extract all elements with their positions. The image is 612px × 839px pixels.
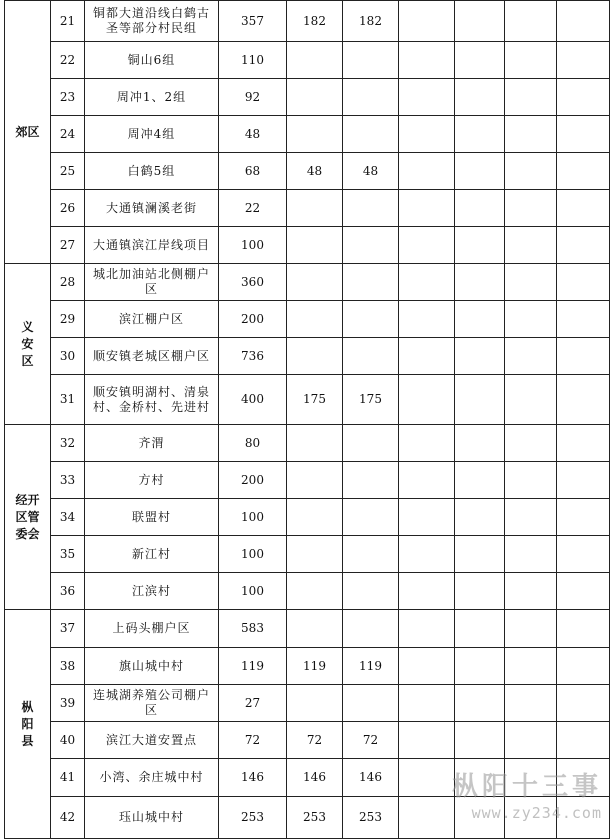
watermark-title: 枞阳十三事	[451, 772, 602, 802]
value-a: 182	[287, 1, 343, 42]
empty-cell	[399, 42, 455, 79]
value-a	[287, 685, 343, 722]
row-number: 31	[51, 375, 85, 425]
district-label-part: 枞	[21, 699, 34, 714]
row-number: 33	[51, 462, 85, 499]
value-a	[287, 116, 343, 153]
value-b	[343, 425, 399, 462]
empty-cell	[557, 375, 610, 425]
project-name: 城北加油站北侧棚户区	[85, 264, 219, 301]
empty-cell	[399, 536, 455, 573]
empty-cell	[455, 375, 505, 425]
table-row	[5, 301, 610, 338]
value-b	[343, 190, 399, 227]
value-a: 119	[287, 648, 343, 685]
empty-cell	[557, 301, 610, 338]
empty-cell	[505, 375, 557, 425]
empty-cell	[399, 797, 455, 839]
value-b: 182	[343, 1, 399, 42]
district-label-part: 经开	[15, 492, 40, 507]
empty-cell	[505, 42, 557, 79]
empty-cell	[557, 190, 610, 227]
household-count: 200	[219, 301, 287, 338]
empty-cell	[505, 462, 557, 499]
value-a	[287, 42, 343, 79]
empty-cell	[557, 536, 610, 573]
value-b	[343, 301, 399, 338]
empty-cell	[455, 79, 505, 116]
table-row	[5, 190, 610, 227]
empty-cell	[557, 264, 610, 301]
district-label-part: 安	[21, 336, 34, 351]
row-number: 25	[51, 153, 85, 190]
table-row	[5, 153, 610, 190]
household-count: 22	[219, 190, 287, 227]
table-row	[5, 264, 610, 301]
value-b	[343, 610, 399, 648]
table-row	[5, 648, 610, 685]
household-count: 92	[219, 79, 287, 116]
empty-cell	[455, 190, 505, 227]
empty-cell	[557, 462, 610, 499]
empty-cell	[399, 462, 455, 499]
district-label-part: 郊区	[15, 124, 40, 139]
row-number: 24	[51, 116, 85, 153]
value-b	[343, 685, 399, 722]
empty-cell	[505, 573, 557, 610]
household-count: 736	[219, 338, 287, 375]
value-b	[343, 264, 399, 301]
value-a	[287, 79, 343, 116]
empty-cell	[399, 610, 455, 648]
district-label-part: 阳	[21, 716, 34, 731]
household-count: 80	[219, 425, 287, 462]
household-count: 100	[219, 499, 287, 536]
project-name: 方村	[85, 462, 219, 499]
district-cell	[5, 264, 51, 425]
household-count: 200	[219, 462, 287, 499]
project-name: 铜山6组	[85, 42, 219, 79]
household-count: 48	[219, 116, 287, 153]
empty-cell	[505, 227, 557, 264]
empty-cell	[557, 722, 610, 759]
row-number: 41	[51, 759, 85, 797]
value-b	[343, 79, 399, 116]
value-b	[343, 338, 399, 375]
project-name: 齐渭	[85, 425, 219, 462]
table-row	[5, 499, 610, 536]
row-number: 30	[51, 338, 85, 375]
empty-cell	[505, 153, 557, 190]
value-a	[287, 462, 343, 499]
table-body	[5, 1, 610, 839]
empty-cell	[455, 610, 505, 648]
project-name: 旗山城中村	[85, 648, 219, 685]
empty-cell	[455, 797, 505, 839]
empty-cell	[557, 153, 610, 190]
row-number: 40	[51, 722, 85, 759]
empty-cell	[557, 425, 610, 462]
table-row	[5, 425, 610, 462]
empty-cell	[505, 79, 557, 116]
project-name: 珏山城中村	[85, 797, 219, 839]
value-a: 146	[287, 759, 343, 797]
empty-cell	[399, 685, 455, 722]
project-name: 新江村	[85, 536, 219, 573]
value-b	[343, 536, 399, 573]
empty-cell	[557, 499, 610, 536]
empty-cell	[505, 610, 557, 648]
empty-cell	[557, 338, 610, 375]
table-row	[5, 722, 610, 759]
household-count: 100	[219, 227, 287, 264]
row-number: 34	[51, 499, 85, 536]
row-number: 23	[51, 79, 85, 116]
value-a	[287, 227, 343, 264]
row-number: 29	[51, 301, 85, 338]
value-b	[343, 42, 399, 79]
empty-cell	[455, 462, 505, 499]
value-a: 72	[287, 722, 343, 759]
empty-cell	[455, 116, 505, 153]
table-row	[5, 116, 610, 153]
empty-cell	[399, 264, 455, 301]
empty-cell	[557, 797, 610, 839]
value-a	[287, 536, 343, 573]
value-a: 48	[287, 153, 343, 190]
empty-cell	[399, 759, 455, 797]
project-name: 连城湖养殖公司棚户区	[85, 685, 219, 722]
value-a	[287, 338, 343, 375]
value-b	[343, 462, 399, 499]
row-number: 38	[51, 648, 85, 685]
household-count: 110	[219, 42, 287, 79]
empty-cell	[399, 722, 455, 759]
table-row	[5, 759, 610, 797]
table-row	[5, 610, 610, 648]
project-name: 周冲1、2组	[85, 79, 219, 116]
project-name: 白鹤5组	[85, 153, 219, 190]
empty-cell	[505, 797, 557, 839]
district-cell	[5, 425, 51, 610]
table-row	[5, 797, 610, 839]
row-number: 21	[51, 1, 85, 42]
row-number: 26	[51, 190, 85, 227]
value-a	[287, 190, 343, 227]
empty-cell	[505, 685, 557, 722]
value-b	[343, 116, 399, 153]
empty-cell	[557, 648, 610, 685]
table-row	[5, 375, 610, 425]
project-name: 大通镇滨江岸线项目	[85, 227, 219, 264]
empty-cell	[505, 190, 557, 227]
empty-cell	[455, 759, 505, 797]
empty-cell	[399, 648, 455, 685]
household-count: 400	[219, 375, 287, 425]
empty-cell	[399, 573, 455, 610]
table-row	[5, 42, 610, 79]
row-number: 27	[51, 227, 85, 264]
empty-cell	[455, 42, 505, 79]
project-name: 江滨村	[85, 573, 219, 610]
value-a	[287, 573, 343, 610]
empty-cell	[455, 648, 505, 685]
value-a	[287, 425, 343, 462]
value-b	[343, 499, 399, 536]
project-name: 上码头棚户区	[85, 610, 219, 648]
empty-cell	[505, 301, 557, 338]
empty-cell	[399, 227, 455, 264]
empty-cell	[399, 116, 455, 153]
empty-cell	[455, 1, 505, 42]
household-count: 583	[219, 610, 287, 648]
empty-cell	[505, 648, 557, 685]
empty-cell	[557, 1, 610, 42]
empty-cell	[557, 759, 610, 797]
project-name: 滨江棚户区	[85, 301, 219, 338]
value-a	[287, 610, 343, 648]
district-cell	[5, 1, 51, 264]
table-row	[5, 338, 610, 375]
project-name: 顺安镇老城区棚户区	[85, 338, 219, 375]
empty-cell	[557, 42, 610, 79]
empty-cell	[455, 722, 505, 759]
empty-cell	[455, 499, 505, 536]
empty-cell	[557, 685, 610, 722]
table-row	[5, 1, 610, 42]
empty-cell	[455, 573, 505, 610]
district-label-part: 义	[21, 319, 34, 334]
district-label-part: 区管	[15, 509, 40, 524]
household-count: 100	[219, 573, 287, 610]
empty-cell	[557, 610, 610, 648]
empty-cell	[399, 338, 455, 375]
project-name: 大通镇澜溪老街	[85, 190, 219, 227]
row-number: 39	[51, 685, 85, 722]
household-count: 360	[219, 264, 287, 301]
household-count: 146	[219, 759, 287, 797]
empty-cell	[455, 536, 505, 573]
household-count: 357	[219, 1, 287, 42]
value-b: 253	[343, 797, 399, 839]
row-number: 22	[51, 42, 85, 79]
row-number: 35	[51, 536, 85, 573]
empty-cell	[455, 338, 505, 375]
project-name: 滨江大道安置点	[85, 722, 219, 759]
project-name: 铜都大道沿线白鹤古圣等部分村民组	[85, 1, 219, 42]
district-cell	[5, 610, 51, 839]
project-name: 联盟村	[85, 499, 219, 536]
value-a	[287, 301, 343, 338]
table-row	[5, 685, 610, 722]
row-number: 42	[51, 797, 85, 839]
household-count: 27	[219, 685, 287, 722]
row-number: 32	[51, 425, 85, 462]
household-count: 68	[219, 153, 287, 190]
value-a: 175	[287, 375, 343, 425]
empty-cell	[399, 301, 455, 338]
row-number: 28	[51, 264, 85, 301]
table-row	[5, 79, 610, 116]
value-b	[343, 573, 399, 610]
household-count: 119	[219, 648, 287, 685]
household-count: 100	[219, 536, 287, 573]
row-number: 36	[51, 573, 85, 610]
empty-cell	[505, 116, 557, 153]
household-count: 253	[219, 797, 287, 839]
value-b: 175	[343, 375, 399, 425]
empty-cell	[399, 425, 455, 462]
empty-cell	[557, 573, 610, 610]
empty-cell	[399, 499, 455, 536]
empty-cell	[455, 685, 505, 722]
housing-table	[4, 0, 610, 839]
table-row	[5, 573, 610, 610]
empty-cell	[505, 722, 557, 759]
empty-cell	[455, 264, 505, 301]
empty-cell	[505, 338, 557, 375]
empty-cell	[455, 153, 505, 190]
empty-cell	[505, 536, 557, 573]
empty-cell	[399, 79, 455, 116]
empty-cell	[505, 499, 557, 536]
district-label-part: 委会	[15, 526, 40, 541]
value-a: 253	[287, 797, 343, 839]
value-b	[343, 227, 399, 264]
value-b: 119	[343, 648, 399, 685]
empty-cell	[455, 301, 505, 338]
empty-cell	[557, 116, 610, 153]
empty-cell	[399, 190, 455, 227]
value-b: 72	[343, 722, 399, 759]
empty-cell	[505, 425, 557, 462]
empty-cell	[505, 759, 557, 797]
value-a	[287, 264, 343, 301]
empty-cell	[557, 227, 610, 264]
project-name: 小湾、余庄城中村	[85, 759, 219, 797]
project-name: 顺安镇明湖村、清泉村、金桥村、先进村	[85, 375, 219, 425]
empty-cell	[399, 153, 455, 190]
empty-cell	[505, 1, 557, 42]
empty-cell	[557, 79, 610, 116]
empty-cell	[399, 1, 455, 42]
value-a	[287, 499, 343, 536]
table-row	[5, 227, 610, 264]
table-row	[5, 536, 610, 573]
district-label-part: 区	[21, 353, 34, 368]
empty-cell	[455, 227, 505, 264]
household-count: 72	[219, 722, 287, 759]
empty-cell	[505, 264, 557, 301]
value-b: 146	[343, 759, 399, 797]
value-b: 48	[343, 153, 399, 190]
empty-cell	[455, 425, 505, 462]
watermark-url: www.zy234.com	[471, 804, 602, 822]
row-number: 37	[51, 610, 85, 648]
empty-cell	[399, 375, 455, 425]
project-name: 周冲4组	[85, 116, 219, 153]
district-label-part: 县	[21, 733, 34, 748]
table-row	[5, 462, 610, 499]
